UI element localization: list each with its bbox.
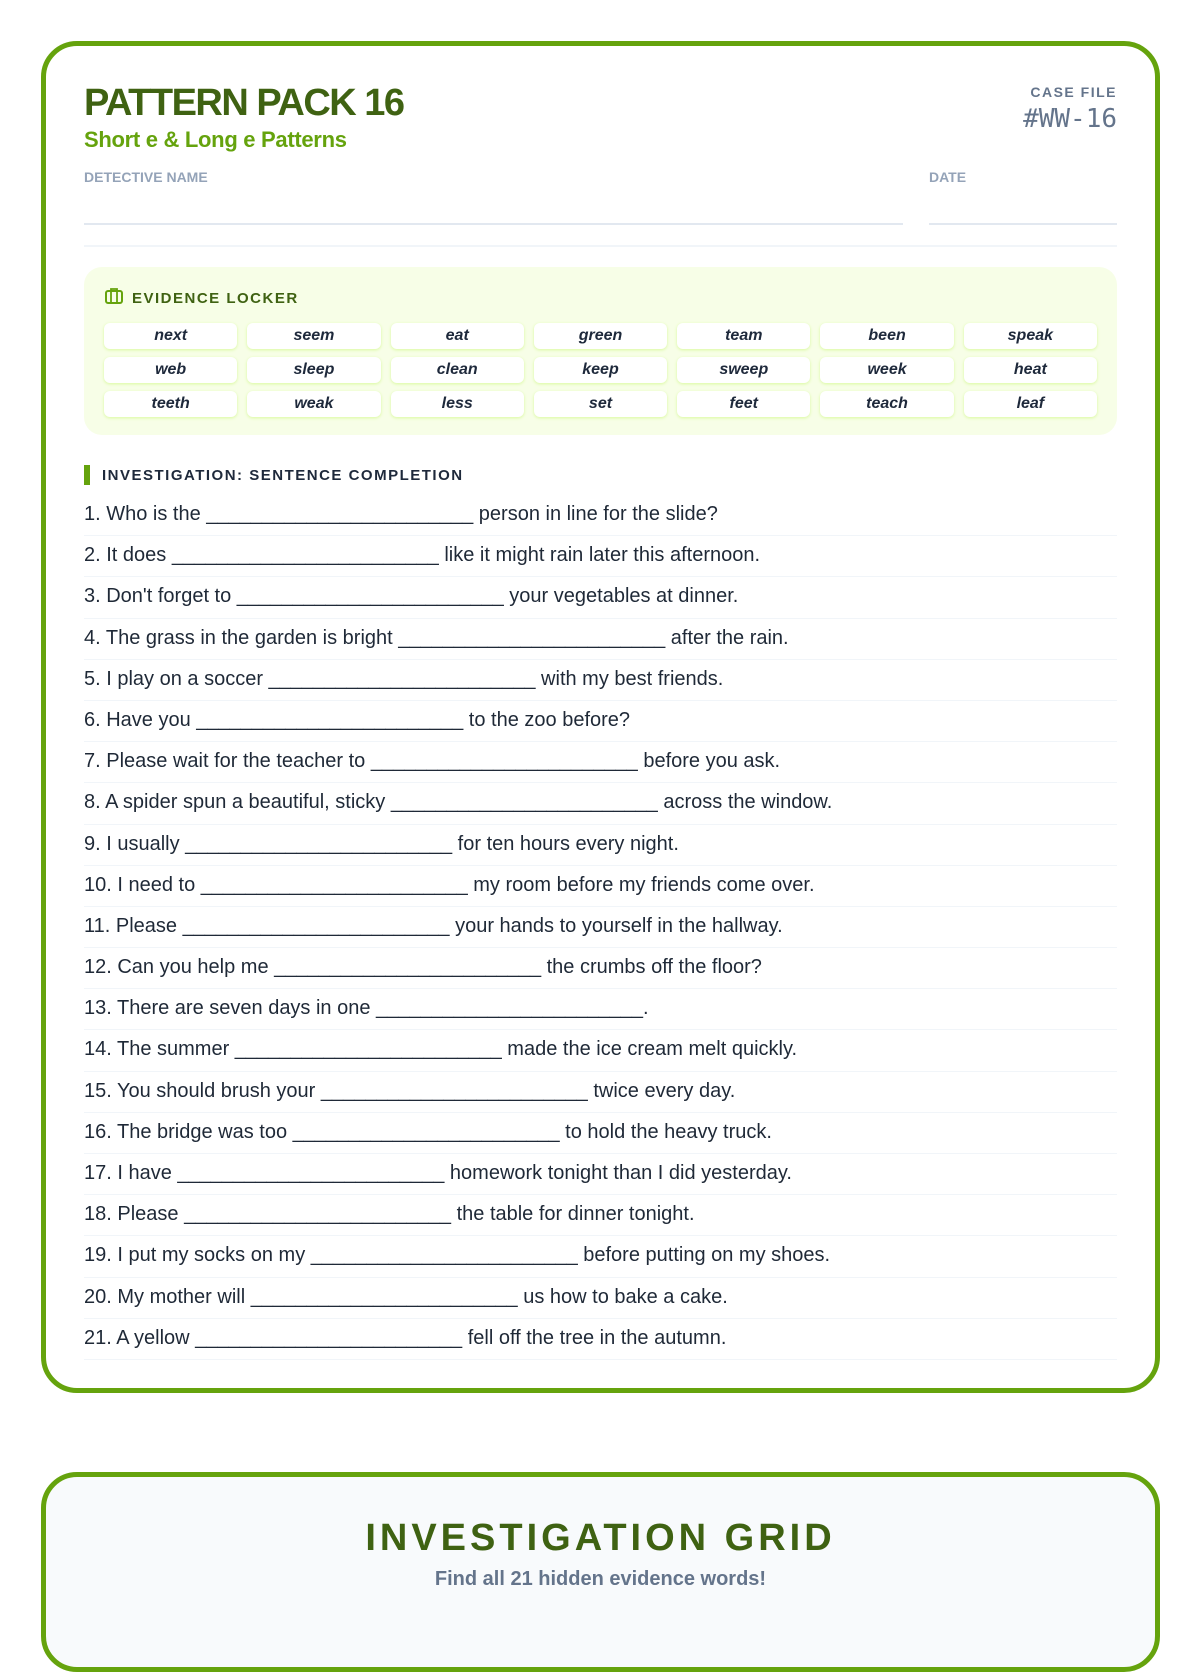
word-chip: feet <box>677 391 810 417</box>
word-chip: less <box>391 391 524 417</box>
worksheet-card <box>41 41 1160 1393</box>
word-chip: clean <box>391 357 524 383</box>
divider <box>84 245 1117 247</box>
sentence-item[interactable]: 3. Don't forget to ________________________ your vegetables at dinner. <box>84 577 1117 618</box>
sentence-item[interactable]: 4. The grass in the garden is bright ________________________ after the rain. <box>84 619 1117 660</box>
detective-name-line[interactable] <box>84 185 903 225</box>
grid-title: INVESTIGATION GRID <box>365 1517 836 1559</box>
word-chip: set <box>534 391 667 417</box>
sentence-item[interactable]: 11. Please ________________________ your hands to yourself in the hallway. <box>84 907 1117 948</box>
word-chip: seem <box>247 323 380 349</box>
briefcase-icon <box>104 287 124 309</box>
investigation-grid-card <box>41 1472 1160 1672</box>
case-file-label: CASE FILE <box>1030 84 1117 100</box>
date-line[interactable] <box>929 185 1117 225</box>
word-chip: sweep <box>677 357 810 383</box>
grid-subtitle: Find all 21 hidden evidence words! <box>434 1568 767 1590</box>
sentence-item[interactable]: 20. My mother will ________________________ us how to bake a cake. <box>84 1278 1117 1319</box>
sentence-item[interactable]: 19. I put my socks on my ________________________ before putting on my shoes. <box>84 1236 1117 1277</box>
word-chip: sleep <box>247 357 380 383</box>
sentence-item[interactable]: 18. Please ________________________ the table for dinner tonight. <box>84 1195 1117 1236</box>
word-chip: team <box>677 323 810 349</box>
word-chip: speak <box>964 323 1097 349</box>
case-file <box>1023 84 1117 153</box>
word-chip: eat <box>391 323 524 349</box>
word-chip: teeth <box>104 391 237 417</box>
word-chip: leaf <box>964 391 1097 417</box>
word-chip: been <box>820 323 953 349</box>
sentence-item[interactable]: 5. I play on a soccer ________________________ with my best friends. <box>84 660 1117 701</box>
sentence-item[interactable]: 6. Have you ________________________ to the zoo before? <box>84 701 1117 742</box>
evidence-locker <box>84 267 1117 435</box>
sentence-item[interactable]: 12. Can you help me ________________________ the crumbs off the floor? <box>84 948 1117 989</box>
sentence-item[interactable]: 7. Please wait for the teacher to ________________________ before you ask. <box>84 742 1117 783</box>
word-chip: week <box>820 357 953 383</box>
sentence-item[interactable]: 8. A spider spun a beautiful, sticky ________________________ across the window. <box>84 783 1117 824</box>
word-chip: weak <box>247 391 380 417</box>
sentence-item[interactable]: 2. It does ________________________ like it might rain later this afternoon. <box>84 536 1117 577</box>
page-subtitle: Short e & Long e Patterns <box>84 127 347 152</box>
word-chip: web <box>104 357 237 383</box>
word-chip: keep <box>534 357 667 383</box>
case-file-number: #WW-16 <box>1023 104 1117 134</box>
date-label: DATE <box>929 169 967 185</box>
sentence-item[interactable]: 14. The summer ________________________ made the ice cream melt quickly. <box>84 1030 1117 1071</box>
word-chip: green <box>534 323 667 349</box>
sentence-item[interactable]: 1. Who is the ________________________ person in line for the slide? <box>84 495 1117 536</box>
sentence-item[interactable]: 9. I usually ________________________ for ten hours every night. <box>84 825 1117 866</box>
sentence-item[interactable]: 13. There are seven days in one ________________________. <box>84 989 1117 1030</box>
word-chip: next <box>104 323 237 349</box>
sentence-list <box>84 495 1117 1360</box>
section-accent-bar <box>84 465 90 485</box>
section-heading <box>84 465 1117 485</box>
detective-name-field[interactable] <box>84 169 903 225</box>
word-chip: teach <box>820 391 953 417</box>
word-bank <box>104 323 1097 417</box>
detective-name-label: DETECTIVE NAME <box>84 169 208 185</box>
sentence-item[interactable]: 15. You should brush your ________________________ twice every day. <box>84 1072 1117 1113</box>
sentence-item[interactable]: 17. I have ________________________ homework tonight than I did yesterday. <box>84 1154 1117 1195</box>
evidence-locker-title: EVIDENCE LOCKER <box>132 289 299 307</box>
section-title: INVESTIGATION: SENTENCE COMPLETION <box>102 466 464 484</box>
header <box>84 80 1117 153</box>
word-chip: heat <box>964 357 1097 383</box>
sentence-item[interactable]: 21. A yellow ________________________ fell off the tree in the autumn. <box>84 1319 1117 1360</box>
page-title: PATTERN PACK 16 <box>84 82 404 124</box>
sentence-item[interactable]: 10. I need to ________________________ my room before my friends come over. <box>84 866 1117 907</box>
date-field[interactable] <box>929 169 1117 225</box>
sentence-item[interactable]: 16. The bridge was too ________________________ to hold the heavy truck. <box>84 1113 1117 1154</box>
